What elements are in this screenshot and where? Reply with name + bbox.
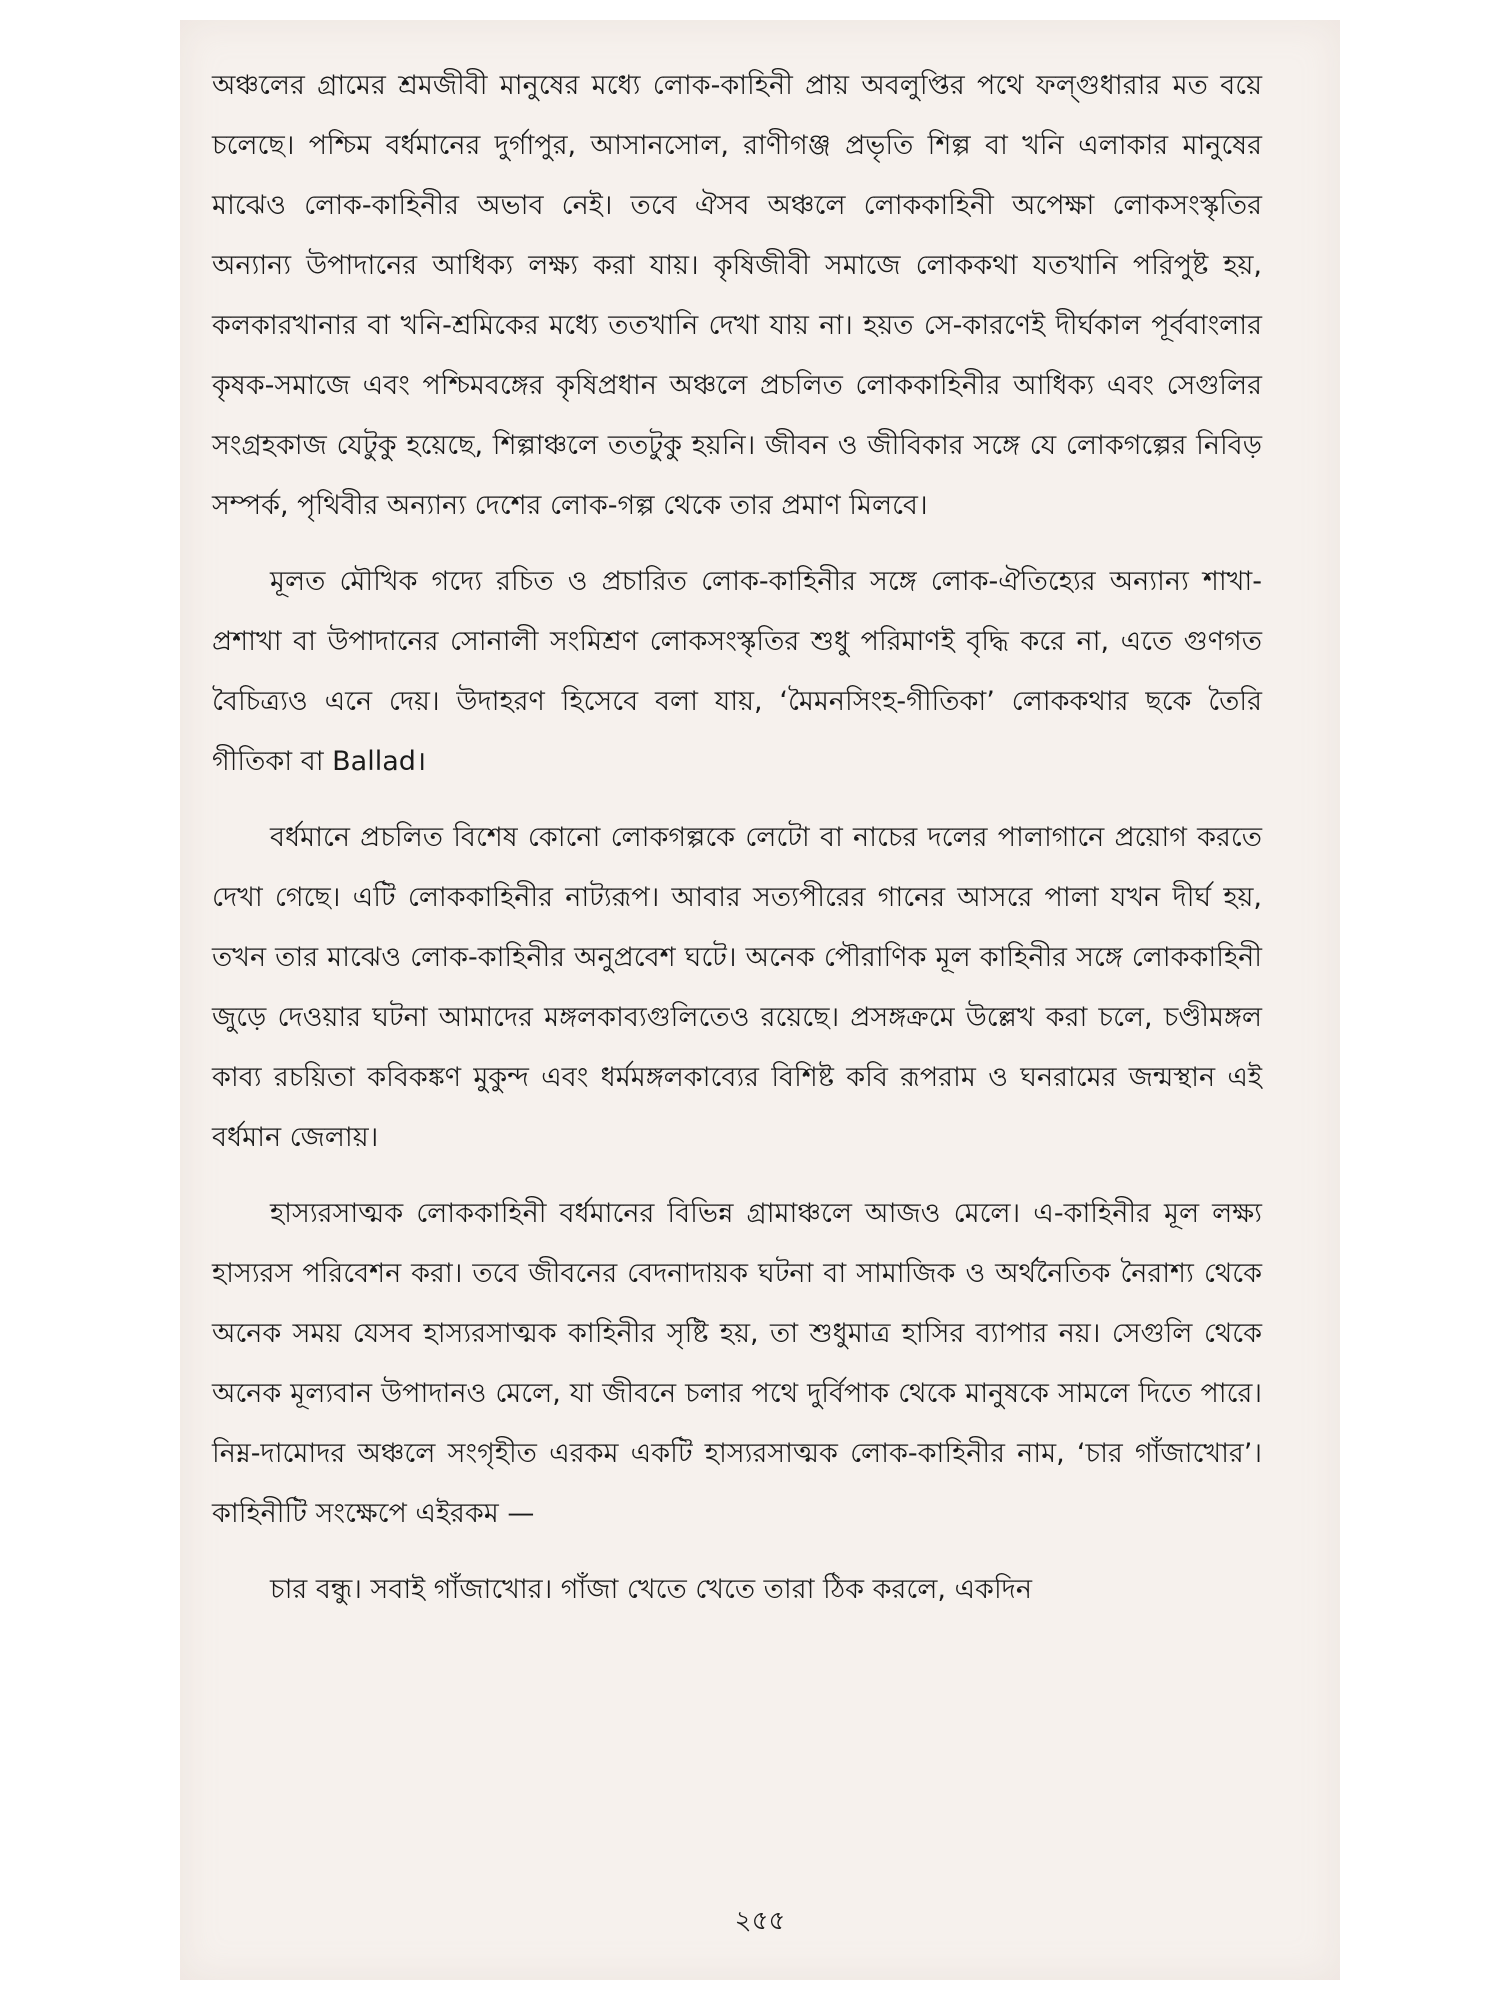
book-page [180, 20, 1340, 1980]
paragraph-5: চার বন্ধু। সবাই গাঁজাখোর। গাঁজা খেতে খেতে তারা ঠিক করলে, একদিন [270, 1574, 1032, 1605]
paragraph-1: অঞ্চলের গ্রামের শ্রমজীবী মানুষের মধ্যে লোক-কাহিনী প্রায় অবলুপ্তির পথে ফল্গুধারার মত বয়ে চলেছে। পশ্চিম বর্ধমানের দুর্গাপুর, আসানসোল, রাণীগঞ্জ প্রভৃতি শিল্প বা খনি এলাকার মানুষের মাঝেও লোক-কাহিনীর অভাব নেই। তবে ঐসব অঞ্চলে লোককাহিনী অপেক্ষা লোকসংস্কৃতির অন্যান্য উপাদানের আধিক্য লক্ষ্য করা যায়। কৃষিজীবী সমাজে লোককথা যতখানি পরিপুষ্ট হয়, কলকারখানার বা খনি-শ্রমিকের মধ্যে ততখানি দেখা যায় না। হয়ত সে-কারণেই দীর্ঘকাল পূর্ববাংলার কৃষক-সমাজে এবং পশ্চিমবঙ্গের কৃষিপ্রধান অঞ্চলে প্রচলিত লোককাহিনীর আধিক্য এবং সেগুলির সংগ্রহকাজ যেটুকু হয়েছে, শিল্পাঞ্চলে ততটুকু হয়নি। জীবন ও জীবিকার সঙ্গে যে লোকগল্পের নিবিড় সম্পর্ক, পৃথিবীর অন্যান্য দেশের লোক-গল্প থেকে তার প্রমাণ মিলবে। [212, 70, 1262, 521]
paragraph-4: হাস্যরসাত্মক লোককাহিনী বর্ধমানের বিভিন্ন গ্রামাঞ্চলে আজও মেলে। এ-কাহিনীর মূল লক্ষ্য হাস্যরস পরিবেশন করা। তবে জীবনের বেদনাদায়ক ঘটনা বা সামাজিক ও অর্থনৈতিক নৈরাশ্য থেকে অনেক সময় যেসব হাস্যরসাত্মক কাহিনীর সৃষ্টি হয়, তা শুধুমাত্র হাসির ব্যাপার নয়। সেগুলি থেকে অনেক মূল্যবান উপাদানও মেলে, যা জীবনে চলার পথে দুর্বিপাক থেকে মানুষকে সামলে দিতে পারে। নিম্ন-দামোদর অঞ্চলে সংগৃহীত এরকম একটি হাস্যরসাত্মক লোক-কাহিনীর নাম, ‘চার গাঁজাখোর’। কাহিনীটি সংক্ষেপে এইরকম — [212, 1198, 1262, 1529]
paragraph-2: মূলত মৌখিক গদ্যে রচিত ও প্রচারিত লোক-কাহিনীর সঙ্গে লোক-ঐতিহ্যের অন্যান্য শাখা-প্রশাখা বা উপাদানের সোনালী সংমিশ্রণ লোকসংস্কৃতির শুধু পরিমাণই বৃদ্ধি করে না, এতে গুণগত বৈচিত্র্যও এনে দেয়। উদাহরণ হিসেবে বলা যায়, ‘মৈমনসিংহ-গীতিকা’ লোককথার ছকে তৈরি গীতিকা বা Ballad। [212, 566, 1262, 777]
paragraph-3: বর্ধমানে প্রচলিত বিশেষ কোনো লোকগল্পকে লেটো বা নাচের দলের পালাগানে প্রয়োগ করতে দেখা গেছে। এটি লোককাহিনীর নাট্যরূপ। আবার সত্যপীরের গানের আসরে পালা যখন দীর্ঘ হয়, তখন তার মাঝেও লোক-কাহিনীর অনুপ্রবেশ ঘটে। অনেক পৌরাণিক মূল কাহিনীর সঙ্গে লোককাহিনী জুড়ে দেওয়ার ঘটনা আমাদের মঙ্গলকাব্যগুলিতেও রয়েছে। প্রসঙ্গক্রমে উল্লেখ করা চলে, চণ্ডীমঙ্গল কাব্য রচয়িতা কবিকঙ্কণ মুকুন্দ এবং ধর্মমঙ্গলকাব্যের বিশিষ্ট কবি রূপরাম ও ঘনরামের জন্মস্থান এই বর্ধমান জেলায়। [212, 822, 1262, 1153]
page-number: ২৫৫ [734, 1906, 786, 1936]
body-text [212, 56, 1262, 1636]
